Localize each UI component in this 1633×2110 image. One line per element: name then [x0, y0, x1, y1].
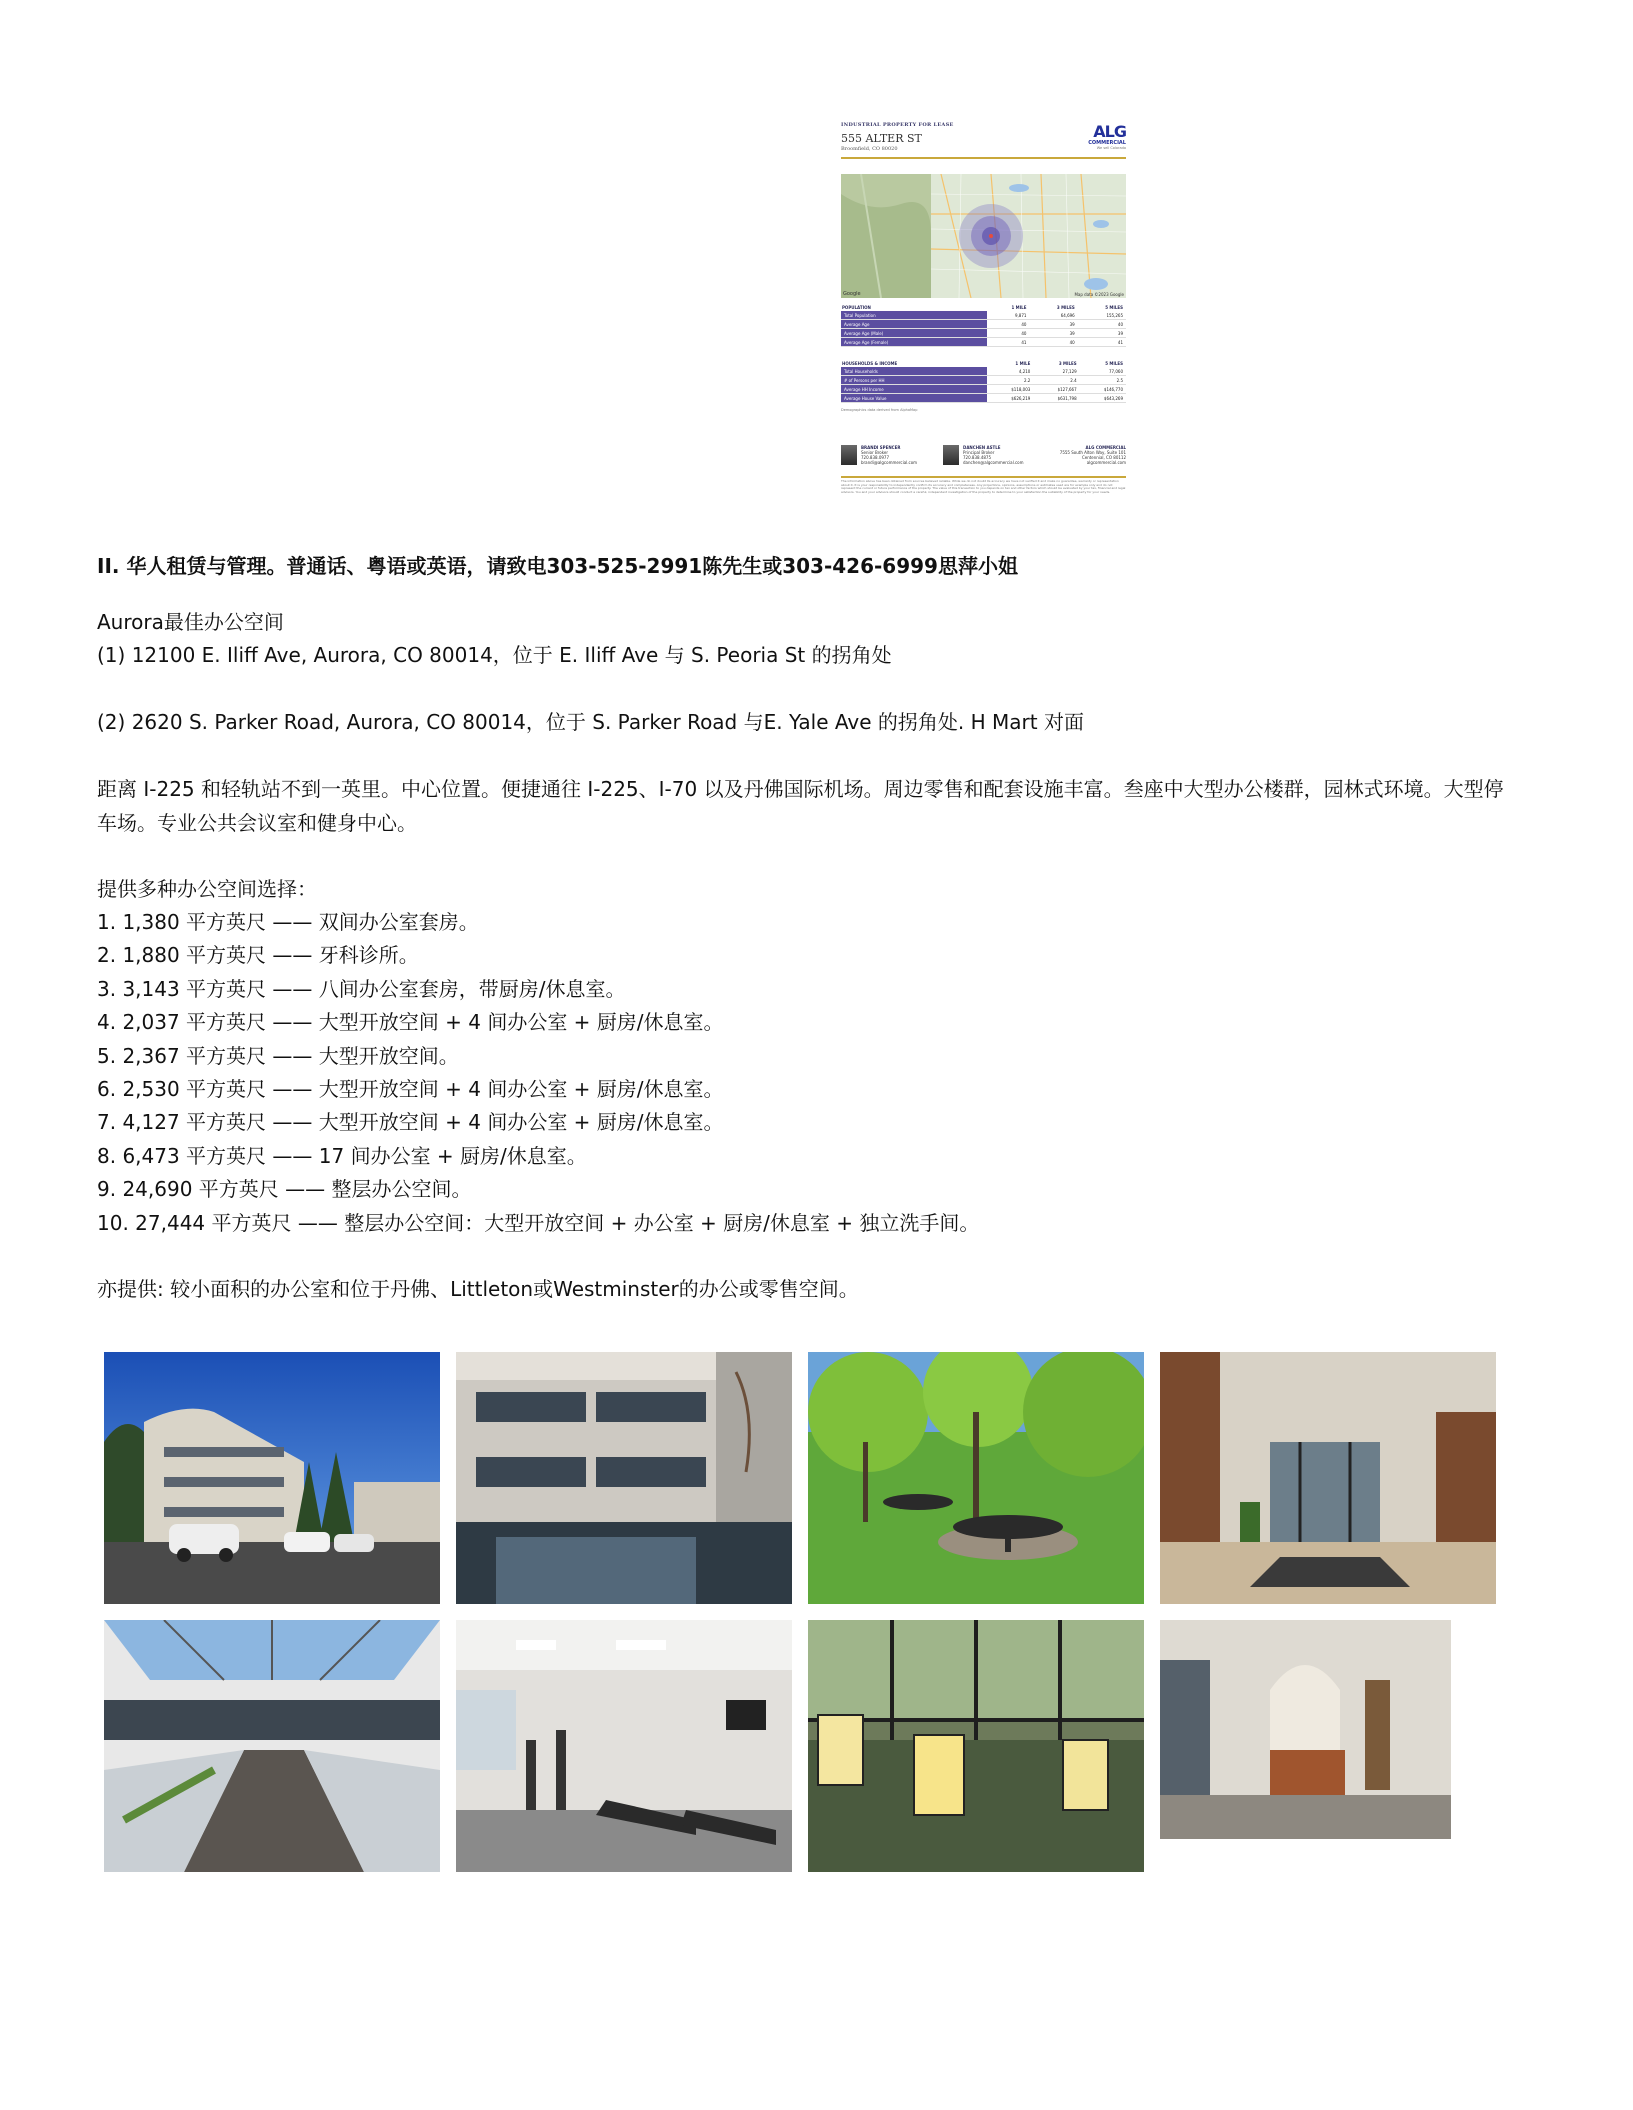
table-row [841, 376, 1126, 385]
list-item: 4. 2,037 平方英尺 —— 大型开放空间 + 4 间办公室 + 厨房/休息室。 [97, 1010, 724, 1035]
population-table [841, 303, 1126, 347]
list-item: 7. 4,127 平方英尺 —— 大型开放空间 + 4 间办公室 + 厨房/休息室。 [97, 1110, 724, 1135]
contact-email: danchen@algcommercial.com [963, 460, 1024, 465]
lantern-atrium-photo [808, 1620, 1144, 1872]
cell: 2.5 [1080, 376, 1126, 385]
alg-logo-text: ALG [1093, 122, 1126, 141]
building-facade-photo [456, 1352, 792, 1604]
cell: 77,060 [1080, 367, 1126, 376]
contact-title: Senior Broker [861, 450, 889, 455]
pop-header-2: 3 MILES [1056, 304, 1075, 310]
contact-email: brandi@algcommercial.com [861, 460, 918, 465]
cell: $643,269 [1080, 394, 1126, 403]
fitness-center-photo [456, 1620, 792, 1872]
intro-title: Aurora最佳办公空间 [97, 610, 284, 634]
contact-title: Principal Broker [963, 450, 995, 455]
list-item: 8. 6,473 平方英尺 —— 17 间办公室 + 厨房/休息室。 [97, 1143, 587, 1168]
table-row [841, 385, 1126, 394]
map-credit: Map data ©2023 Google [1074, 292, 1124, 297]
flyer-disclaimer: The information above has been obtained from sources believed reliable. While we do not doubt its accuracy we have not verified it and make no guarantee, warranty or representation about it. It is your responsibility to independently confirm its accuracy and completeness. Any projections, opinions, assumptions or estimates used are for example only and do not represent the current or future performance of the property. The value of this transaction to you depends on tax and other factors which should be evaluated by your tax, financial and legal advisors. You and your advisors should conduct a careful, independent investigation of the property to determine to your satisfaction the suitability of the property for your needs. [841, 479, 1126, 494]
cell: 27,129 [1033, 367, 1079, 376]
contact-phone: 720.838.0977 [861, 455, 889, 460]
exterior-parking-photo [104, 1352, 440, 1604]
list-item: 10. 27,444 平方英尺 —— 整层办公空间：大型开放空间 + 办公室 + 厨房/休息室 + 独立洗手间。 [97, 1210, 980, 1235]
contact-card [861, 445, 917, 465]
list-item: 9. 24,690 平方英尺 —— 整层办公空间。 [97, 1177, 472, 1202]
cell: $146,770 [1080, 385, 1126, 394]
cell: 2.4 [1033, 376, 1079, 385]
flyer-gold-rule [841, 157, 1126, 159]
property-flyer [835, 118, 1131, 504]
options-title: 提供多种办公空间选择： [97, 877, 317, 901]
contact-phone: Centennial, CO 80112 [1081, 455, 1126, 460]
row-label: Average Age (Male) [841, 329, 987, 338]
cell: 4,210 [987, 367, 1033, 376]
reception-photo [1160, 1620, 1451, 1839]
cell: 9,871 [987, 311, 1029, 320]
list-item: 5. 2,367 平方英尺 —— 大型开放空间。 [97, 1043, 459, 1068]
alg-logo-tag: We sell Colorado [1096, 146, 1126, 150]
cell: 39 [1029, 320, 1077, 329]
flyer-address: 555 ALTER ST [841, 132, 922, 145]
section-heading: II. 华人租赁与管理。普通话、粤语或英语，请致电303-525-2991陈先生或303-426-6999思萍小姐 [97, 554, 1018, 578]
cell: 40 [1078, 320, 1126, 329]
also-available: 亦提供: 较小面积的办公室和位于丹佛、Littleton或Westminster的办公或零售空间。 [97, 1277, 859, 1301]
contact-title: 7555 South Alton Way, Suite 101 [1059, 450, 1126, 455]
row-label: Average HH Income [841, 385, 987, 394]
row-label: Total Households [841, 367, 987, 376]
cell: 64,696 [1029, 311, 1077, 320]
hh-header-2: 3 MILES [1058, 360, 1077, 366]
flyer-kicker: INDUSTRIAL PROPERTY FOR LEASE [841, 122, 954, 128]
flyer-footnote: Demographics data derived from AlphaMap [841, 408, 918, 412]
cell: 40 [1029, 338, 1077, 347]
table-row [841, 320, 1126, 329]
list-item: 1. 1,380 平方英尺 —— 双间办公室套房。 [97, 910, 479, 934]
list-item: 3. 3,143 平方英尺 —— 八间办公室套房，带厨房/休息室。 [97, 976, 626, 1001]
cell: 155,265 [1078, 311, 1126, 320]
map-graphic [841, 174, 1126, 298]
hh-header-3: 5 MILES [1105, 360, 1123, 366]
cell: 39 [1078, 329, 1126, 338]
contact-email: algcommercial.com [1086, 460, 1126, 465]
location-2: (2) 2620 S. Parker Road, Aurora, CO 80014，位于 S. Parker Road 与E. Yale Ave 的拐角处. H Mart 对面 [97, 710, 1084, 734]
cell: $626,219 [987, 394, 1033, 403]
row-label: Average Age (Female) [841, 338, 987, 347]
flyer-gold-rule-bottom [841, 476, 1126, 478]
table-row [841, 338, 1126, 347]
radius-map [841, 174, 1126, 298]
row-label: Average Age [841, 320, 987, 329]
options-list [97, 906, 979, 1240]
hh-header-1: 1 MILE [1015, 360, 1031, 366]
cell: 39 [1029, 329, 1077, 338]
list-item: 6. 2,530 平方英尺 —— 大型开放空间 + 4 间办公室 + 厨房/休息室。 [97, 1077, 724, 1102]
contact-phone: 720.838.4875 [963, 455, 991, 460]
cell: $631,798 [1033, 394, 1079, 403]
atrium-photo [104, 1620, 440, 1872]
flyer-city: Broomfield, CO 80020 [841, 146, 898, 152]
cell: 41 [1078, 338, 1126, 347]
lobby-photo [1160, 1352, 1496, 1604]
table-row [841, 329, 1126, 338]
cell: 2.2 [987, 376, 1033, 385]
contact-card [963, 445, 1024, 465]
description: 距离 I-225 和轻轨站不到一英里。中心位置。便捷通往 I-225、I-70 以及丹佛国际机场。周边零售和配套设施丰富。叁座中大型办公楼群，园林式环境。大型停车场。专业公共会议室和健身中心。 [97, 777, 1504, 835]
pop-header-0: POPULATION [842, 304, 871, 310]
contact-name: BRANDI SPENCER [861, 445, 901, 450]
alg-logo [1088, 124, 1126, 150]
table-row [841, 367, 1126, 376]
cell: 40 [987, 320, 1029, 329]
table-row [841, 311, 1126, 320]
row-label: # of Persons per HH [841, 376, 987, 385]
cell: $118,003 [987, 385, 1033, 394]
flyer-contacts [841, 445, 1126, 473]
location-1: (1) 12100 E. Iliff Ave, Aurora, CO 80014，位于 E. Iliff Ave 与 S. Peoria St 的拐角处 [97, 643, 892, 667]
list-item: 2. 1,880 平方英尺 —— 牙科诊所。 [97, 943, 419, 968]
row-label: Total Population [841, 311, 987, 320]
households-table [841, 359, 1126, 403]
hh-header-0: HOUSEHOLDS & INCOME [842, 360, 898, 366]
cell: $127,667 [1033, 385, 1079, 394]
alg-logo-sub: COMMERCIAL [1088, 140, 1126, 146]
cell: 40 [987, 329, 1029, 338]
map-google-label: Google [843, 291, 861, 297]
cell: 41 [987, 338, 1029, 347]
pop-header-1: 1 MILE [1011, 304, 1027, 310]
contact-name: ALG COMMERCIAL [1085, 445, 1126, 450]
broker-photo [841, 445, 857, 465]
contact-name: DANCHEN ASTLE [963, 445, 1001, 450]
row-label: Average House Value [841, 394, 987, 403]
pop-header-3: 5 MILES [1105, 304, 1123, 310]
broker-photo [943, 445, 959, 465]
flyer-header [841, 122, 1126, 162]
table-row [841, 394, 1126, 403]
courtyard-photo [808, 1352, 1144, 1604]
contact-card [1060, 445, 1126, 465]
